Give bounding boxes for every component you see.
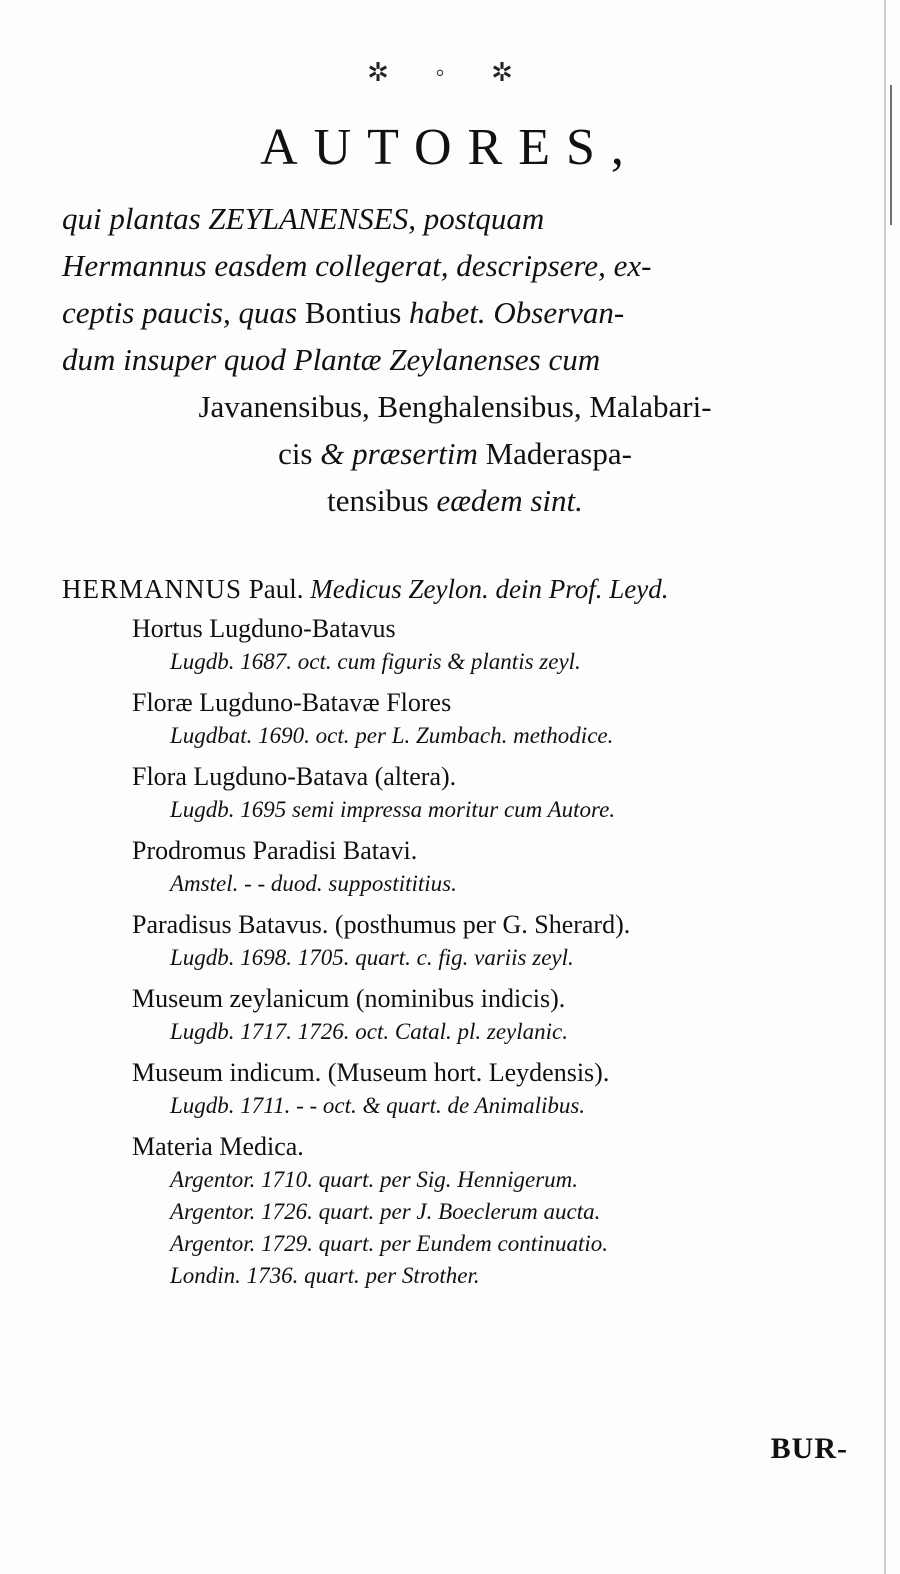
work-entry <box>62 834 852 900</box>
work-entry <box>62 686 852 752</box>
work-imprint: Argentor. 1726. quart. per J. Boeclerum aucta. <box>170 1199 601 1224</box>
work-entry <box>62 760 852 826</box>
subtitle-line: tensibus eædem sint. <box>327 483 583 518</box>
work-title: Floræ Lugduno-Batavæ Flores <box>132 688 452 717</box>
page-edge <box>884 0 886 1574</box>
work-entry <box>62 982 852 1048</box>
page-title: AUTORES, <box>260 119 640 176</box>
subtitle-line: ceptis paucis, quas Bontius habet. Observan- <box>62 295 625 330</box>
author-name: HERMANNUS <box>62 574 243 604</box>
author-entries <box>62 572 852 1300</box>
author-description: Medicus Zeylon. dein Prof. Leyd. <box>310 574 669 604</box>
work-title: Prodromus Paradisi Batavi. <box>132 836 418 865</box>
subtitle-line: Hermannus easdem collegerat, descripsere, ex- <box>62 248 652 283</box>
subtitle-line: Javanensibus, Benghalensibus, Malabari- <box>198 389 712 424</box>
work-title: Paradisus Batavus. (posthumus per G. Sherard). <box>132 910 631 939</box>
work-title: Museum zeylanicum (nominibus indicis). <box>132 984 566 1013</box>
work-entry <box>62 908 852 974</box>
work-imprint: Argentor. 1710. quart. per Sig. Hennigerum. <box>170 1167 579 1192</box>
work-title: Hortus Lugduno-Batavus <box>132 614 396 643</box>
work-imprint: Lugdb. 1695 semi impressa moritur cum Autore. <box>170 797 616 822</box>
work-title: Flora Lugduno-Batava (altera). <box>132 762 457 791</box>
ornament: ✲ ◦ ✲ <box>367 58 533 87</box>
author-firstname: Paul. <box>242 574 311 604</box>
work-imprint: Lugdb. 1687. oct. cum figuris & plantis zeyl. <box>170 649 581 674</box>
subtitle-line: qui plantas ZEYLANENSES, postquam <box>62 201 545 236</box>
catchword: BUR- <box>770 1432 848 1465</box>
work-imprint: Lugdb. 1698. 1705. quart. c. fig. variis zeyl. <box>170 945 574 970</box>
work-imprint: Lugdb. 1717. 1726. oct. Catal. pl. zeylanic. <box>170 1019 569 1044</box>
subtitle <box>62 195 848 524</box>
works-list <box>62 612 852 1292</box>
work-entry <box>62 1056 852 1122</box>
author-heading <box>62 572 852 606</box>
work-imprint: Lugdbat. 1690. oct. per L. Zumbach. methodice. <box>170 723 614 748</box>
work-imprint: Amstel. - - duod. suppostititius. <box>170 871 457 896</box>
work-entry <box>62 1130 852 1292</box>
subtitle-line: dum insuper quod Plantæ Zeylanenses cum <box>62 342 601 377</box>
work-title: Materia Medica. <box>132 1132 304 1161</box>
work-imprint: Argentor. 1729. quart. per Eundem continuatio. <box>170 1231 609 1256</box>
work-imprint: Lugdb. 1711. - - oct. & quart. de Animalibus. <box>170 1093 586 1118</box>
work-imprint: Londin. 1736. quart. per Strother. <box>170 1263 480 1288</box>
work-entry <box>62 612 852 678</box>
subtitle-line: cis & præsertim Maderaspa- <box>278 436 632 471</box>
work-title: Museum indicum. (Museum hort. Leydensis). <box>132 1058 610 1087</box>
